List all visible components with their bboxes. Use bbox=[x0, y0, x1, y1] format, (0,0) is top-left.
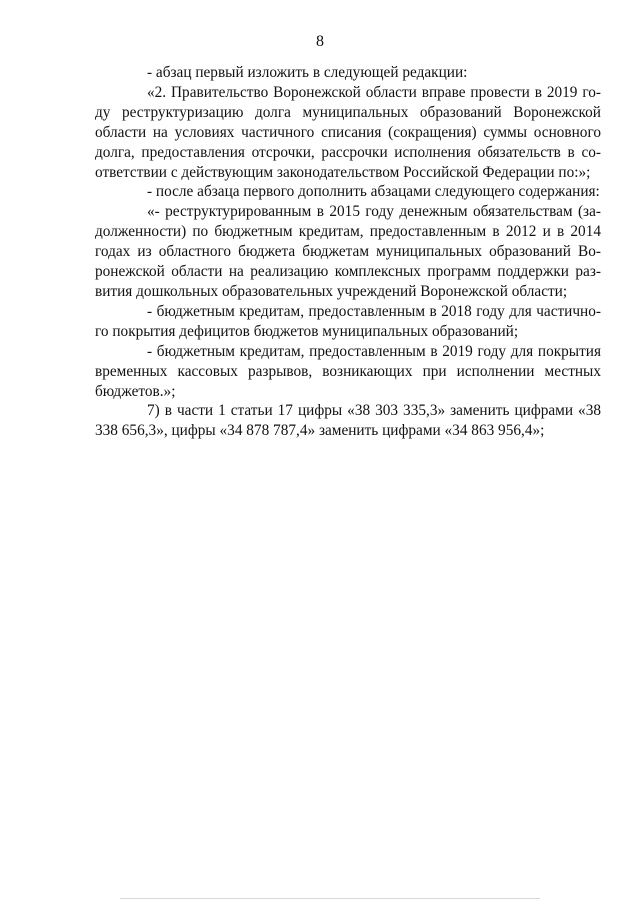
page-number: 8 bbox=[316, 33, 324, 50]
paragraph-clause-2-text: «2. Правительство Воронежской области вправе провести в 2019 году реструктуризацию долга муниципальных образований Воронежской области на условиях частичного списания (сокращения) суммы основного долга, предоставления отсрочки, рассрочки исполнения обязательств в соответствии с действующим законодательством Российской Федерации по:»; bbox=[95, 83, 601, 181]
document-body bbox=[95, 63, 601, 441]
paragraph-credits-2019: - бюджетным кредитам, предоставленным в 2019 году для покрытия временных кассовых разрывов, возникающих при исполнении местных бюджетов.»; bbox=[95, 342, 601, 400]
paragraph-restructured-obligations: «- реструктурированным в 2015 году денежным обязательствам (задолженности) по бюджетным кредитам, предоставленным в 2012 и в 2014 годах из областного бюджета бюджетам муниципальных образований Воронежской области на реализацию комплексных программ поддержки развития дошкольных образовательных учреждений Воронежской области; bbox=[95, 203, 601, 300]
paragraph-add-clauses: - после абзаца первого дополнить абзацами следующего содержания: bbox=[147, 183, 600, 201]
paragraph-credits-2018: - бюджетным кредитам, предоставленным в 2018 году для частичного покрытия дефицитов бюджетов муниципальных образований; bbox=[95, 302, 601, 340]
paragraph-amend-first-clause: - абзац первый изложить в следующей редакции: bbox=[147, 64, 468, 81]
paragraph-item-7: 7) в части 1 статьи 17 цифры «38 303 335,3» заменить цифрами «38 338 656,3», цифры «34 878 787,4» заменить цифрами «34 863 956,4»; bbox=[95, 402, 601, 440]
scan-edge-line bbox=[120, 898, 540, 899]
